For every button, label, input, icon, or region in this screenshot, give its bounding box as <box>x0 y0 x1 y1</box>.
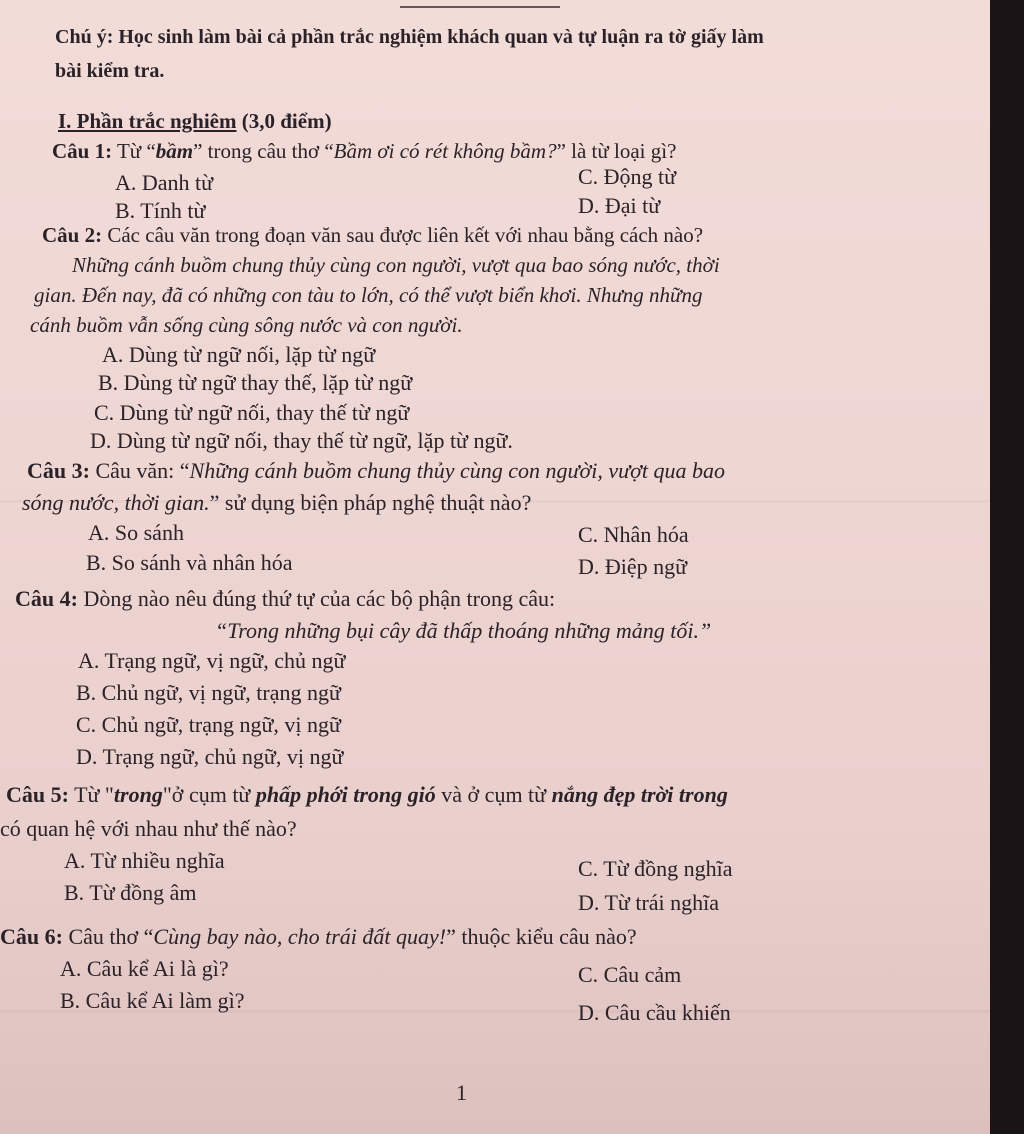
question-6 <box>0 924 637 950</box>
note-label: Chú ý: <box>55 26 114 48</box>
q2-option-b: B. Dùng từ ngữ thay thế, lặp từ ngữ <box>98 370 413 395</box>
question-4 <box>15 586 555 612</box>
q4-quote: “Trong những bụi cây đã thấp thoáng những mảng tối.” <box>215 618 712 643</box>
q5-text-1: Từ " <box>74 782 114 807</box>
q4-option-d: D. Trạng ngữ, chủ ngữ, vị ngữ <box>76 744 344 769</box>
q6-text-2: ” thuộc kiểu câu nào? <box>446 924 637 949</box>
note-text: Học sinh làm bài cả phần trắc nghiệm khách quan và tự luận ra tờ giấy làm <box>118 26 764 48</box>
q2-option-c: C. Dùng từ ngữ nối, thay thế từ ngữ <box>94 400 410 425</box>
q6-option-a: A. Câu kể Ai là gì? <box>60 956 229 981</box>
question-label: Câu 5: <box>6 782 69 807</box>
section-title <box>58 108 332 134</box>
q3-quote-1: Những cánh buồm chung thủy cùng con người, vượt qua bao <box>189 458 726 483</box>
q6-option-b: B. Câu kể Ai làm gì? <box>60 988 245 1013</box>
q2-option-a: A. Dùng từ ngữ nối, lặp từ ngữ <box>102 342 376 367</box>
q5-option-b: B. Từ đồng âm <box>64 880 197 905</box>
question-1 <box>52 138 676 164</box>
q3-option-d: D. Điệp ngữ <box>578 554 688 579</box>
q4-option-c: C. Chủ ngữ, trạng ngữ, vị ngữ <box>76 712 341 737</box>
section-title-text: I. Phần trắc nghiêm <box>58 109 237 133</box>
q2-text: Các câu văn trong đoạn văn sau được liên kết với nhau bằng cách nào? <box>107 223 704 247</box>
q6-option-c: C. Câu cảm <box>578 962 682 987</box>
q5-option-a: A. Từ nhiều nghĩa <box>64 848 225 873</box>
question-label: Câu 4: <box>15 586 78 611</box>
question-2 <box>42 222 703 248</box>
question-5 <box>6 782 728 808</box>
q3-quote-2: sóng nước, thời gian. <box>22 490 210 515</box>
note-line-1 <box>55 24 764 50</box>
q1-text-2: ” trong câu thơ “ <box>193 139 334 163</box>
question-label: Câu 2: <box>42 223 103 247</box>
q1-text-1: Từ “ <box>116 139 156 163</box>
q4-option-a: A. Trạng ngữ, vị ngữ, chủ ngữ <box>78 648 346 673</box>
q1-option-b: B. Tính từ <box>115 198 206 223</box>
q1-keyword: bầm <box>155 139 194 163</box>
q3-option-c: C. Nhân hóa <box>578 522 689 547</box>
question-label: Câu 1: <box>52 139 113 163</box>
q5-keyword: trong <box>113 782 163 807</box>
q5-option-c: C. Từ đồng nghĩa <box>578 856 733 881</box>
q1-quote: Bầm ơi có rét không bầm? <box>333 139 557 163</box>
section-points: (3,0 điểm) <box>241 109 332 133</box>
question-3 <box>27 458 725 484</box>
q5-option-d: D. Từ trái nghĩa <box>578 890 720 915</box>
note-line-2: bài kiểm tra. <box>55 60 165 82</box>
q2-passage-line-2: gian. Đến nay, đã có những con tàu to lớn, có thể vượt biển khơi. Nhưng những <box>34 283 703 307</box>
q2-passage-line-3: cánh buồm vẫn sống cùng sông nước và con người. <box>30 313 463 337</box>
q5-phrase-2: nắng đẹp trời trong <box>551 782 728 807</box>
q4-option-b: B. Chủ ngữ, vị ngữ, trạng ngữ <box>76 680 341 705</box>
q2-passage-line-1: Những cánh buồm chung thủy cùng con người, vượt qua bao sóng nước, thời <box>72 253 720 277</box>
q5-text-3: và ở cụm từ <box>435 782 552 807</box>
q2-option-d: D. Dùng từ ngữ nối, thay thế từ ngữ, lặp từ ngữ. <box>90 428 513 453</box>
q5-text-2: "ở cụm từ <box>162 782 256 807</box>
q6-text-1: Câu thơ “ <box>68 924 154 949</box>
q4-text: Dòng nào nêu đúng thứ tự của các bộ phận trong câu: <box>83 586 556 611</box>
question-3-line-2 <box>22 490 531 516</box>
q6-quote: Cùng bay nào, cho trái đất quay! <box>153 924 447 949</box>
header-rule <box>400 6 560 8</box>
question-5-line-2: có quan hệ với nhau như thế nào? <box>0 816 297 841</box>
q5-phrase-1: phấp phới trong gió <box>255 782 436 807</box>
q1-option-a: A. Danh từ <box>115 170 214 195</box>
q3-text-1: Câu văn: “ <box>95 458 190 483</box>
question-label: Câu 3: <box>27 458 90 483</box>
q1-text-3: ” là từ loại gì? <box>556 139 677 163</box>
q6-option-d: D. Câu cầu khiến <box>578 1000 731 1025</box>
q3-option-a: A. So sánh <box>88 520 184 545</box>
q1-option-d: D. Đại từ <box>578 193 661 218</box>
q1-option-c: C. Động từ <box>578 164 677 189</box>
question-label: Câu 6: <box>0 924 63 949</box>
q3-text-2: ” sử dụng biện pháp nghệ thuật nào? <box>209 490 532 515</box>
q3-option-b: B. So sánh và nhân hóa <box>86 550 293 575</box>
page-number: 1 <box>456 1080 467 1105</box>
